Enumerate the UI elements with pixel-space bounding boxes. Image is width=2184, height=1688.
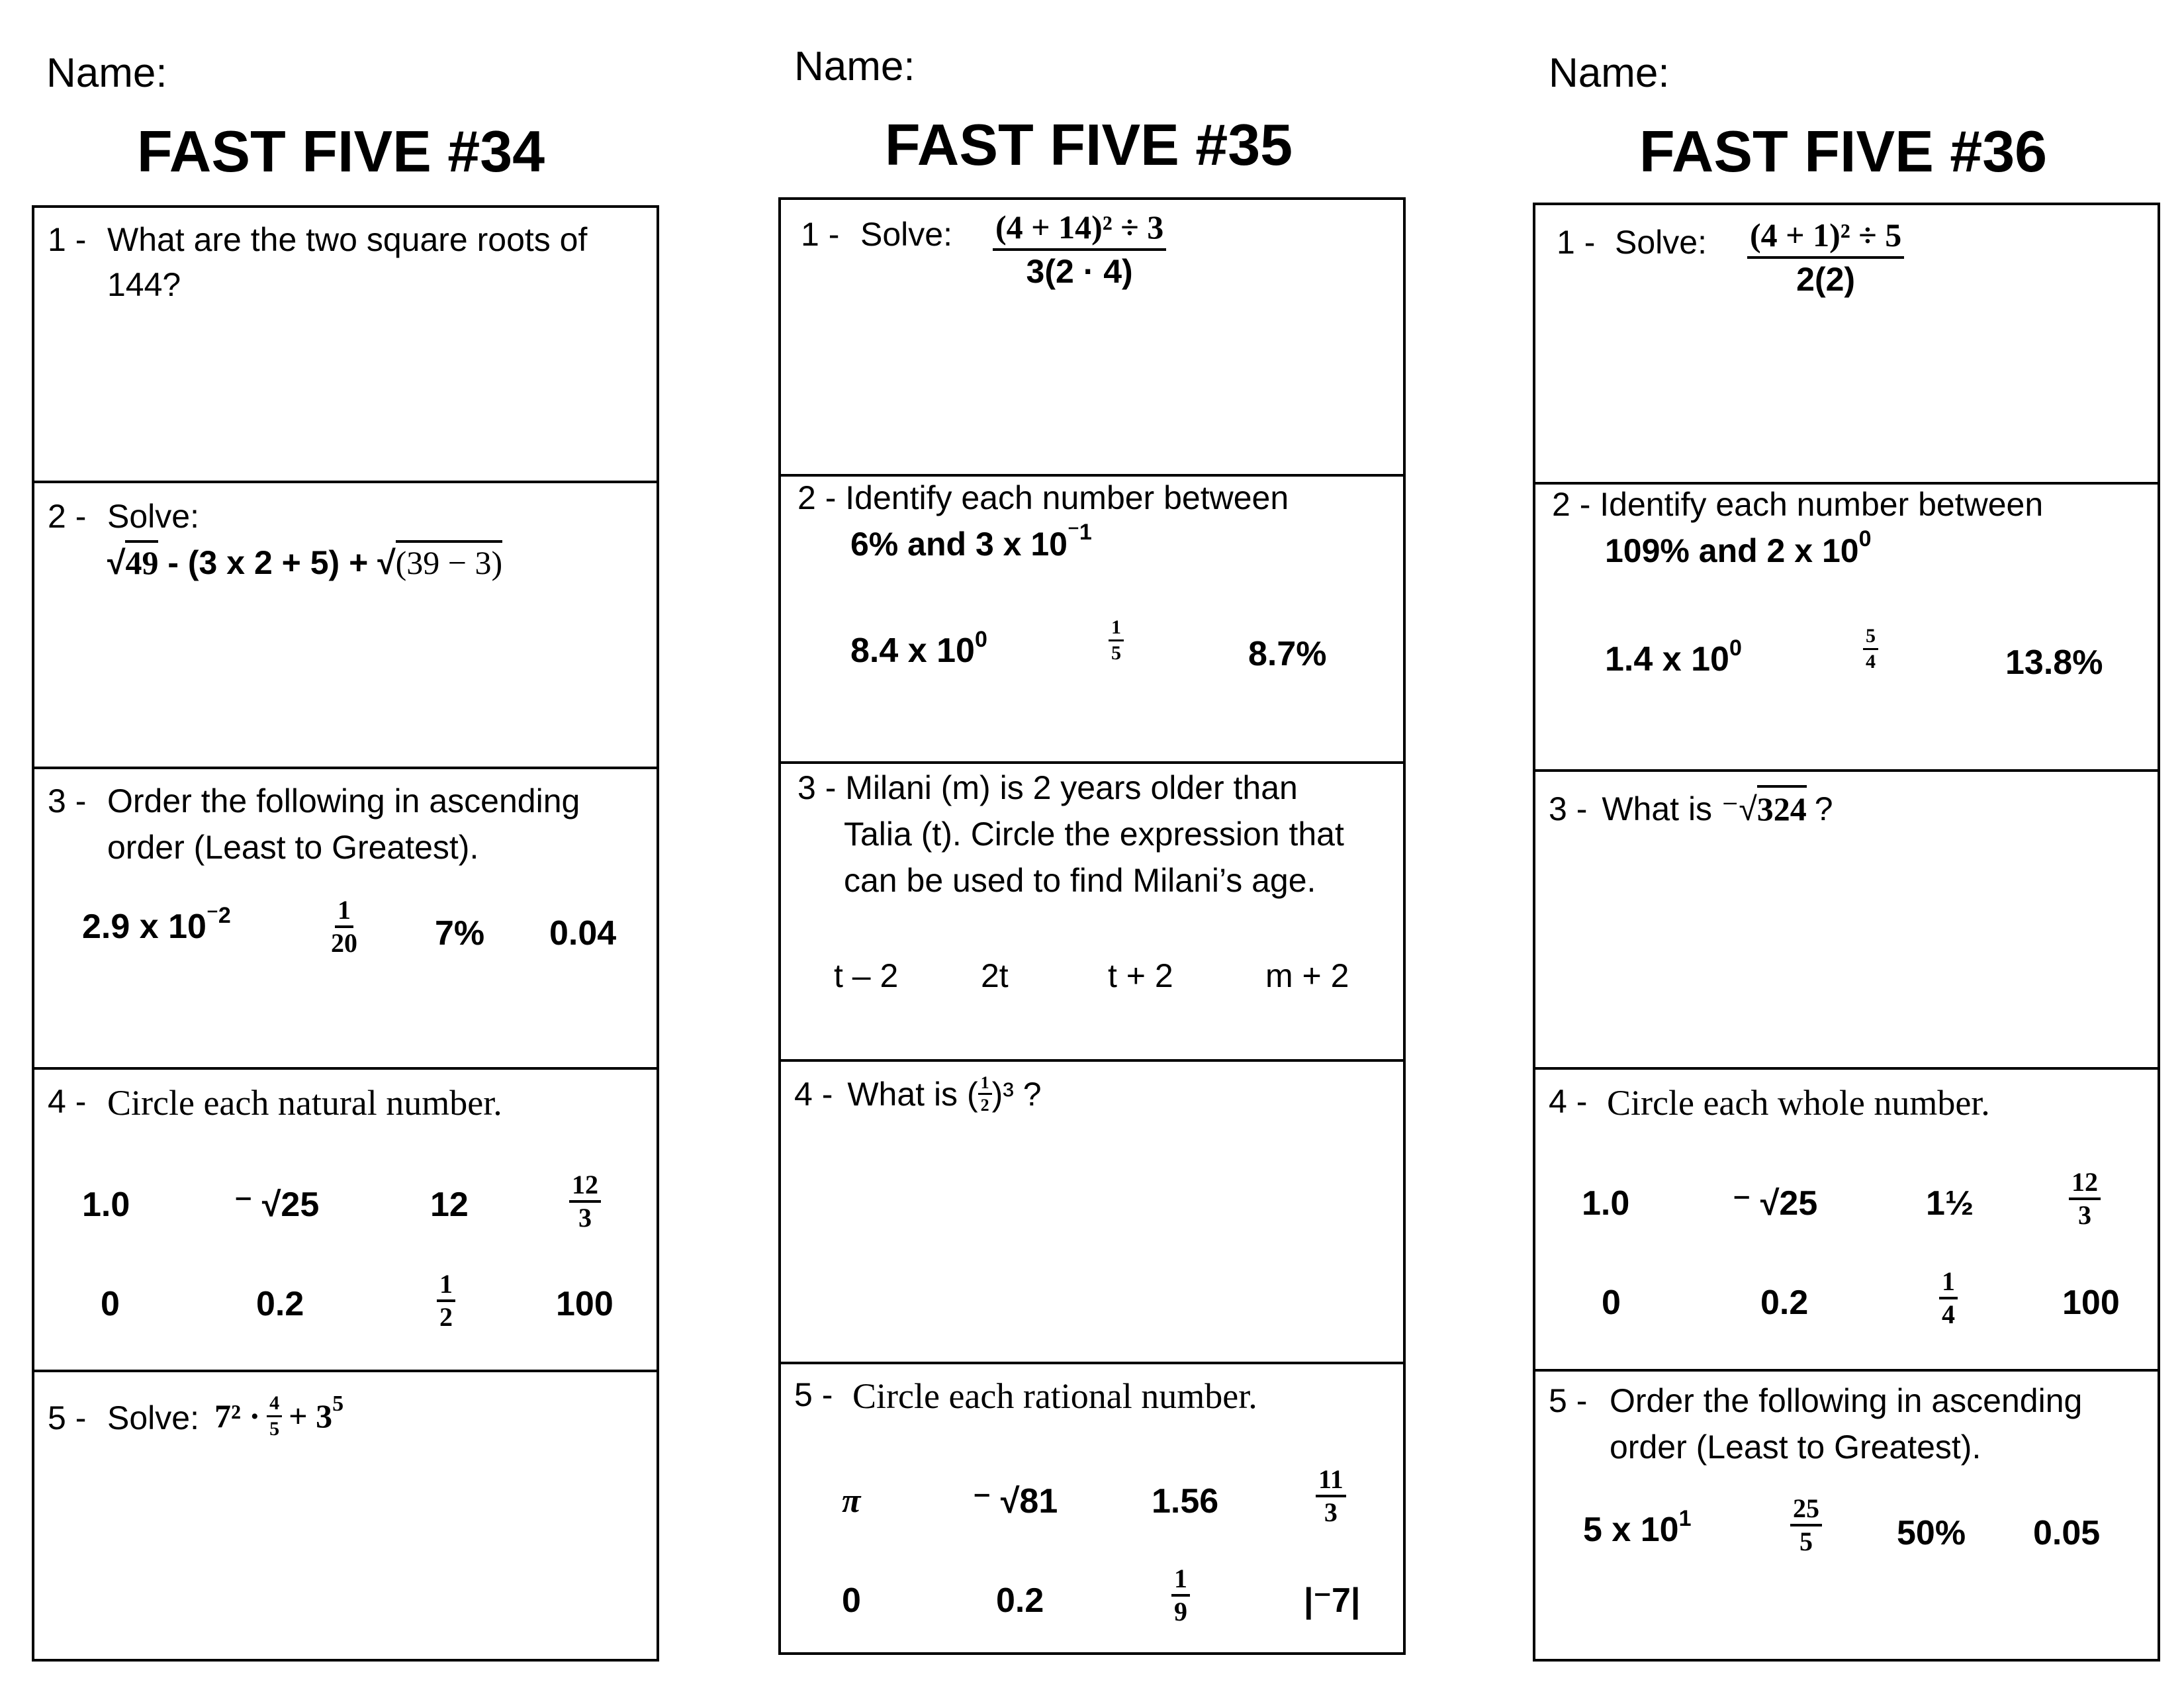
- choice-base: 8.4 x 10: [850, 632, 975, 670]
- radicand: (39 − 3): [396, 540, 503, 581]
- divider: [34, 1067, 657, 1070]
- question-text: )³ ?: [991, 1075, 1042, 1113]
- choice: 50%: [1897, 1514, 1966, 1552]
- fraction-denominator: 4: [1866, 650, 1876, 673]
- fraction-denominator: 2: [980, 1096, 989, 1115]
- divider: [34, 481, 657, 483]
- choice: t – 2: [834, 957, 899, 994]
- fraction-denominator: 9: [1174, 1597, 1187, 1626]
- sqrt-symbol: √: [107, 544, 126, 581]
- choice: 1½: [1926, 1184, 1974, 1223]
- exponent: 5: [332, 1391, 344, 1416]
- divider: [34, 767, 657, 769]
- text: 109% and 2 x 10: [1605, 532, 1859, 569]
- question-number: 2 -: [1552, 486, 1591, 523]
- fraction-numerator: 25: [1790, 1495, 1822, 1526]
- question-5-number: 5 -: [794, 1376, 833, 1413]
- choice-fraction: [1316, 1466, 1346, 1526]
- question-5-text: Circle each rational number.: [852, 1376, 1257, 1416]
- question-3-text-line2: order (Least to Greatest).: [107, 829, 479, 866]
- choice: [1583, 1506, 1692, 1549]
- question-5-number: 5 -: [48, 1399, 87, 1436]
- fraction-numerator: 1: [1171, 1565, 1190, 1597]
- fraction-denominator: 5: [1111, 641, 1121, 664]
- question-number: 3 -: [1549, 790, 1588, 827]
- question-2-expression: [107, 543, 502, 583]
- expression-denominator: 3(2 · 4): [1026, 253, 1133, 290]
- question-number: 3 -: [797, 769, 837, 806]
- question-3-number: 3 -: [48, 782, 87, 820]
- question-4-text: Circle each natural number.: [107, 1083, 502, 1123]
- fraction-denominator: 20: [331, 928, 357, 958]
- expression-part: 7² ·: [214, 1397, 261, 1434]
- exponent: 0: [1858, 526, 1872, 551]
- choice: [850, 627, 987, 670]
- divider: [781, 761, 1403, 764]
- question-1-number: 1 -: [48, 221, 87, 258]
- choice-fraction: [1863, 626, 1878, 672]
- question-1-text: What are the two square roots of: [107, 221, 588, 258]
- fraction-numerator: 1: [437, 1270, 455, 1302]
- divider: [1535, 769, 2158, 772]
- choice: ⁻ √25: [234, 1186, 320, 1224]
- question-box: [32, 205, 659, 1662]
- fraction-numerator: 1: [1939, 1268, 1958, 1299]
- question-text: Milani (m) is 2 years older than: [845, 769, 1298, 806]
- divider: [1535, 1369, 2158, 1372]
- question-2-number: [1552, 485, 2043, 524]
- fraction-numerator: 12: [569, 1171, 601, 1203]
- question-2-text: Solve:: [107, 498, 199, 535]
- choice: 1.0: [1582, 1184, 1630, 1223]
- choice-fraction: [1171, 1565, 1190, 1626]
- question-4-text: Circle each whole number.: [1607, 1083, 1990, 1123]
- divider: [781, 1362, 1403, 1364]
- choice: 0: [842, 1581, 861, 1620]
- question-5-text: Solve:: [107, 1399, 199, 1436]
- choice: 0: [1602, 1284, 1621, 1322]
- choice-base: 5 x 10: [1583, 1511, 1679, 1549]
- sqrt-symbol: √: [377, 544, 396, 581]
- choice: 1.56: [1152, 1482, 1219, 1521]
- choice: ⁻ √25: [1733, 1184, 1818, 1223]
- expression-middle: - (3 x 2 + 5) +: [167, 544, 369, 581]
- choice: [82, 903, 231, 946]
- choice: |⁻7|: [1304, 1581, 1361, 1620]
- question-1-expression: [993, 209, 1166, 290]
- choice: 0.04: [549, 914, 617, 953]
- choice: t + 2: [1108, 957, 1173, 994]
- question-text: Identify each number between: [845, 479, 1289, 516]
- question-text: What is (: [847, 1075, 978, 1113]
- choice-fraction: [2069, 1168, 2101, 1229]
- choice: 0: [101, 1285, 120, 1323]
- choice: 100: [556, 1285, 614, 1323]
- question-3-text: Order the following in ascending: [107, 782, 580, 820]
- fraction-denominator: 3: [2078, 1200, 2091, 1230]
- divider: [1535, 1067, 2158, 1070]
- question-text: Identify each number between: [1600, 486, 2044, 523]
- question-3-text-line3: can be used to find Milani’s age.: [844, 862, 1316, 899]
- question-5-number: 5 -: [1549, 1382, 1588, 1419]
- choice-exponent: 0: [974, 627, 987, 652]
- name-label: Name:: [46, 50, 167, 96]
- fraction-numerator: 5: [1863, 626, 1878, 650]
- question-4-text: [794, 1074, 1042, 1115]
- choice-fraction: [331, 896, 357, 957]
- choice-exponent: 1: [1678, 1506, 1692, 1531]
- fraction-numerator: 11: [1316, 1466, 1346, 1497]
- question-3-number: [797, 768, 1298, 808]
- name-label: Name:: [1549, 50, 1670, 96]
- worksheet-title: FAST FIVE #36: [1639, 118, 2048, 184]
- question-1-number: 1 -: [801, 216, 840, 253]
- question-box: [1533, 203, 2160, 1662]
- question-2-text-line2: [1605, 526, 1872, 571]
- choice: 7%: [435, 914, 485, 953]
- choice-fraction: [569, 1171, 601, 1232]
- choice: 0.2: [1760, 1284, 1809, 1322]
- question-1-text: Solve:: [860, 216, 952, 253]
- question-2-number: 2 -: [48, 498, 87, 535]
- choice-base: 2.9 x 10: [82, 908, 206, 946]
- text: 6% and 3 x 10: [850, 526, 1068, 563]
- exponent: ⁻1: [1067, 520, 1092, 545]
- choice-exponent: 0: [1729, 635, 1742, 661]
- expression-numerator: (4 + 14)² ÷ 3: [993, 209, 1166, 251]
- fraction-numerator: 1: [335, 896, 353, 928]
- question-5-expression: [214, 1393, 343, 1439]
- question-3-text: [1549, 785, 1833, 829]
- choice: [1605, 635, 1742, 679]
- question-1-text-line2: 144?: [107, 266, 181, 303]
- divider: [781, 474, 1403, 477]
- sqrt-symbol: √: [1739, 790, 1757, 827]
- fraction-numerator: 4: [267, 1393, 282, 1417]
- expression-denominator: 2(2): [1796, 261, 1856, 298]
- question-number: 2 -: [797, 479, 837, 516]
- choice-fraction: [1790, 1495, 1822, 1556]
- divider: [781, 1059, 1403, 1062]
- worksheet-title: FAST FIVE #34: [136, 118, 545, 184]
- question-1-expression: [1747, 217, 1904, 298]
- choice: π: [842, 1482, 861, 1520]
- fraction-denominator: 2: [439, 1302, 453, 1332]
- choice-fraction: [437, 1270, 455, 1331]
- question-5-text-line2: order (Least to Greatest).: [1610, 1429, 1981, 1466]
- expression-part: + 3: [289, 1397, 333, 1434]
- question-2-number: [797, 478, 1289, 518]
- choice: 8.7%: [1248, 635, 1327, 673]
- choice: m + 2: [1265, 957, 1349, 994]
- name-label: Name:: [794, 44, 915, 89]
- choice: 12: [430, 1186, 469, 1224]
- worksheet-title: FAST FIVE #35: [884, 112, 1293, 177]
- choice: 2t: [981, 957, 1009, 994]
- fraction-denominator: 3: [1324, 1497, 1338, 1527]
- question-box: [778, 197, 1406, 1655]
- question-5-text: Order the following in ascending: [1610, 1382, 2083, 1419]
- choice-base: 1.4 x 10: [1605, 640, 1729, 679]
- fraction-denominator: 3: [578, 1203, 592, 1233]
- choice: 13.8%: [2005, 643, 2103, 682]
- fraction-numerator: 1: [978, 1074, 992, 1095]
- fraction-denominator: 5: [269, 1417, 280, 1440]
- fraction-numerator: 12: [2069, 1168, 2101, 1200]
- choice-fraction: [1939, 1268, 1958, 1329]
- choice: 0.2: [256, 1285, 304, 1323]
- divider: [34, 1370, 657, 1372]
- question-1-text: Solve:: [1615, 224, 1707, 261]
- expression-numerator: (4 + 1)² ÷ 5: [1747, 217, 1904, 259]
- choice: 100: [2062, 1284, 2120, 1322]
- question-number: 4 -: [794, 1075, 833, 1113]
- choice-fraction: [1109, 617, 1124, 663]
- fraction-numerator: 1: [1109, 617, 1124, 641]
- choice-exponent: ⁻2: [206, 903, 231, 928]
- fraction-denominator: 5: [1799, 1526, 1813, 1556]
- fraction-denominator: 4: [1942, 1299, 1955, 1329]
- choice: 0.05: [2033, 1514, 2101, 1552]
- choice: 1.0: [82, 1186, 130, 1224]
- radicand: 49: [125, 540, 158, 581]
- question-4-number: 4 -: [48, 1083, 87, 1120]
- radicand: 324: [1757, 785, 1807, 829]
- question-text: ?: [1814, 790, 1833, 827]
- choice: ⁻ √81: [973, 1482, 1058, 1521]
- choice: 0.2: [996, 1581, 1044, 1620]
- question-4-number: 4 -: [1549, 1083, 1588, 1120]
- question-1-number: 1 -: [1557, 224, 1596, 261]
- question-2-text-line2: [850, 520, 1092, 564]
- question-text: What is ⁻: [1602, 790, 1739, 827]
- question-3-text-line2: Talia (t). Circle the expression that: [844, 816, 1344, 853]
